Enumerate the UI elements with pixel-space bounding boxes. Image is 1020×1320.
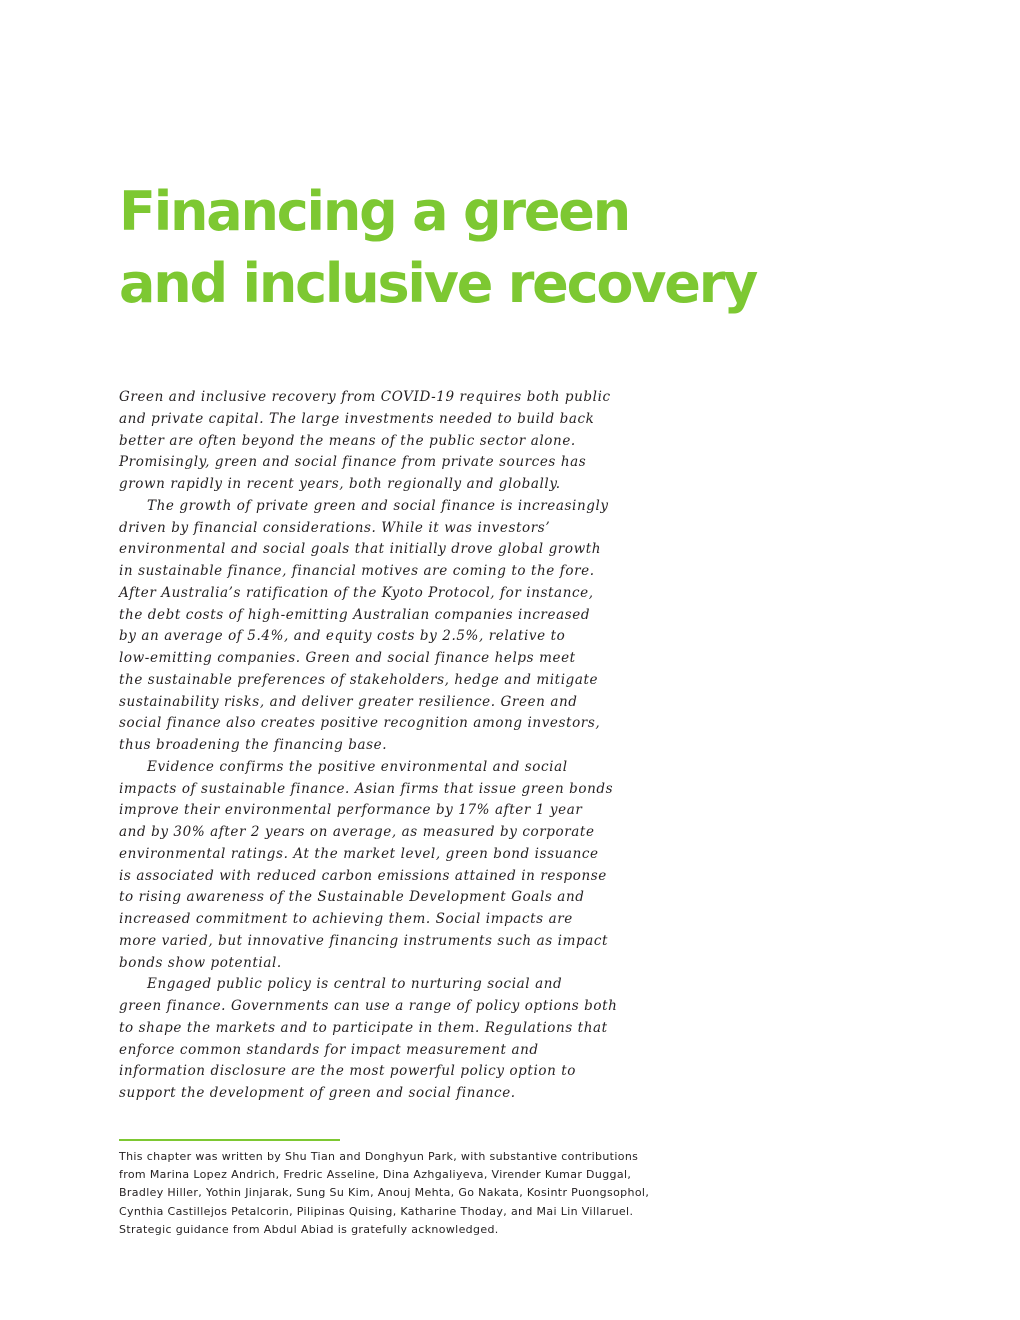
body-line: and private capital. The large investments needed to build back (119, 410, 595, 427)
footnote-line: Strategic guidance from Abdul Abiad is gratefully acknowledged. (119, 1222, 499, 1236)
footnote-line: This chapter was written by Shu Tian and Donghyun Park, with substantive contributions (119, 1150, 639, 1163)
footnote-line: Cynthia Castillejos Petalcorin, Pilipinas Quising, Katharine Thoday, and Mai Lin Villaruel. (119, 1204, 634, 1218)
body-text (119, 387, 618, 1105)
body-line: by an average of 5.4%, and equity costs by 2.5%, relative to (119, 628, 566, 645)
body-line: more varied, but innovative financing instruments such as impact (119, 932, 609, 949)
body-line: information disclosure are the most powerful policy option to (119, 1063, 577, 1080)
body-line: After Australia’s ratification of the Kyoto Protocol, for instance, (119, 584, 594, 601)
body-line: improve their environmental performance by 17% after 1 year (119, 802, 583, 819)
body-line: The growth of private green and social finance is increasingly (147, 497, 609, 514)
body-line: better are often beyond the means of the public sector alone. (119, 432, 576, 449)
body-line: low-emitting companies. Green and social finance helps meet (119, 650, 576, 666)
body-line: green finance. Governments can use a range of policy options both (119, 998, 618, 1014)
footnote (119, 1148, 699, 1239)
body-line: the sustainable preferences of stakeholders, hedge and mitigate (119, 671, 599, 688)
body-line: environmental and social goals that initially drove global growth (119, 541, 602, 558)
body-line: in sustainable finance, financial motives are coming to the fore. (119, 563, 595, 579)
body-line: increased commitment to achieving them. Social impacts are (119, 911, 573, 927)
title-line-1: Financing a green (119, 180, 629, 243)
body-line: to shape the markets and to participate in them. Regulations that (119, 1019, 608, 1036)
page-title (119, 176, 756, 320)
body-line: bonds show potential. (119, 954, 282, 971)
body-line: the debt costs of high-emitting Australian companies increased (119, 606, 591, 623)
title-line-2: and inclusive recovery (119, 252, 757, 315)
body-line: grown rapidly in recent years, both regionally and globally. (119, 476, 561, 492)
body-line: impacts of sustainable finance. Asian firms that issue green bonds (119, 780, 614, 797)
footnote-line: Bradley Hiller, Yothin Jinjarak, Sung Su Kim, Anouj Mehta, Go Nakata, Kosintr Puongsophol, (119, 1186, 650, 1200)
body-line: Engaged public policy is central to nurturing social and (147, 976, 563, 993)
body-line: social finance also creates positive recognition among investors, (119, 715, 601, 732)
body-line: sustainability risks, and deliver greater resilience. Green and (119, 693, 578, 710)
body-line: Promisingly, green and social finance from private sources has (119, 454, 587, 471)
body-line: enforce common standards for impact measurement and (119, 1041, 539, 1058)
body-line: and by 30% after 2 years on average, as measured by corporate (119, 824, 595, 840)
body-line: to rising awareness of the Sustainable Development Goals and (119, 889, 585, 906)
body-line: driven by financial considerations. While it was investors’ (119, 519, 551, 536)
footnote-line: from Marina Lopez Andrich, Fredric Asseline, Dina Azhgaliyeva, Virender Kumar Duggal, (119, 1168, 632, 1182)
body-line: Green and inclusive recovery from COVID-19 requires both public (119, 389, 611, 405)
body-line: thus broadening the financing base. (119, 737, 388, 753)
body-line: support the development of green and social finance. (119, 1085, 516, 1101)
body-line: environmental ratings. At the market level, green bond issuance (119, 845, 599, 862)
body-line: is associated with reduced carbon emissions attained in response (119, 867, 607, 884)
body-line: Evidence confirms the positive environmental and social (147, 758, 568, 775)
footnote-divider (119, 1139, 340, 1141)
